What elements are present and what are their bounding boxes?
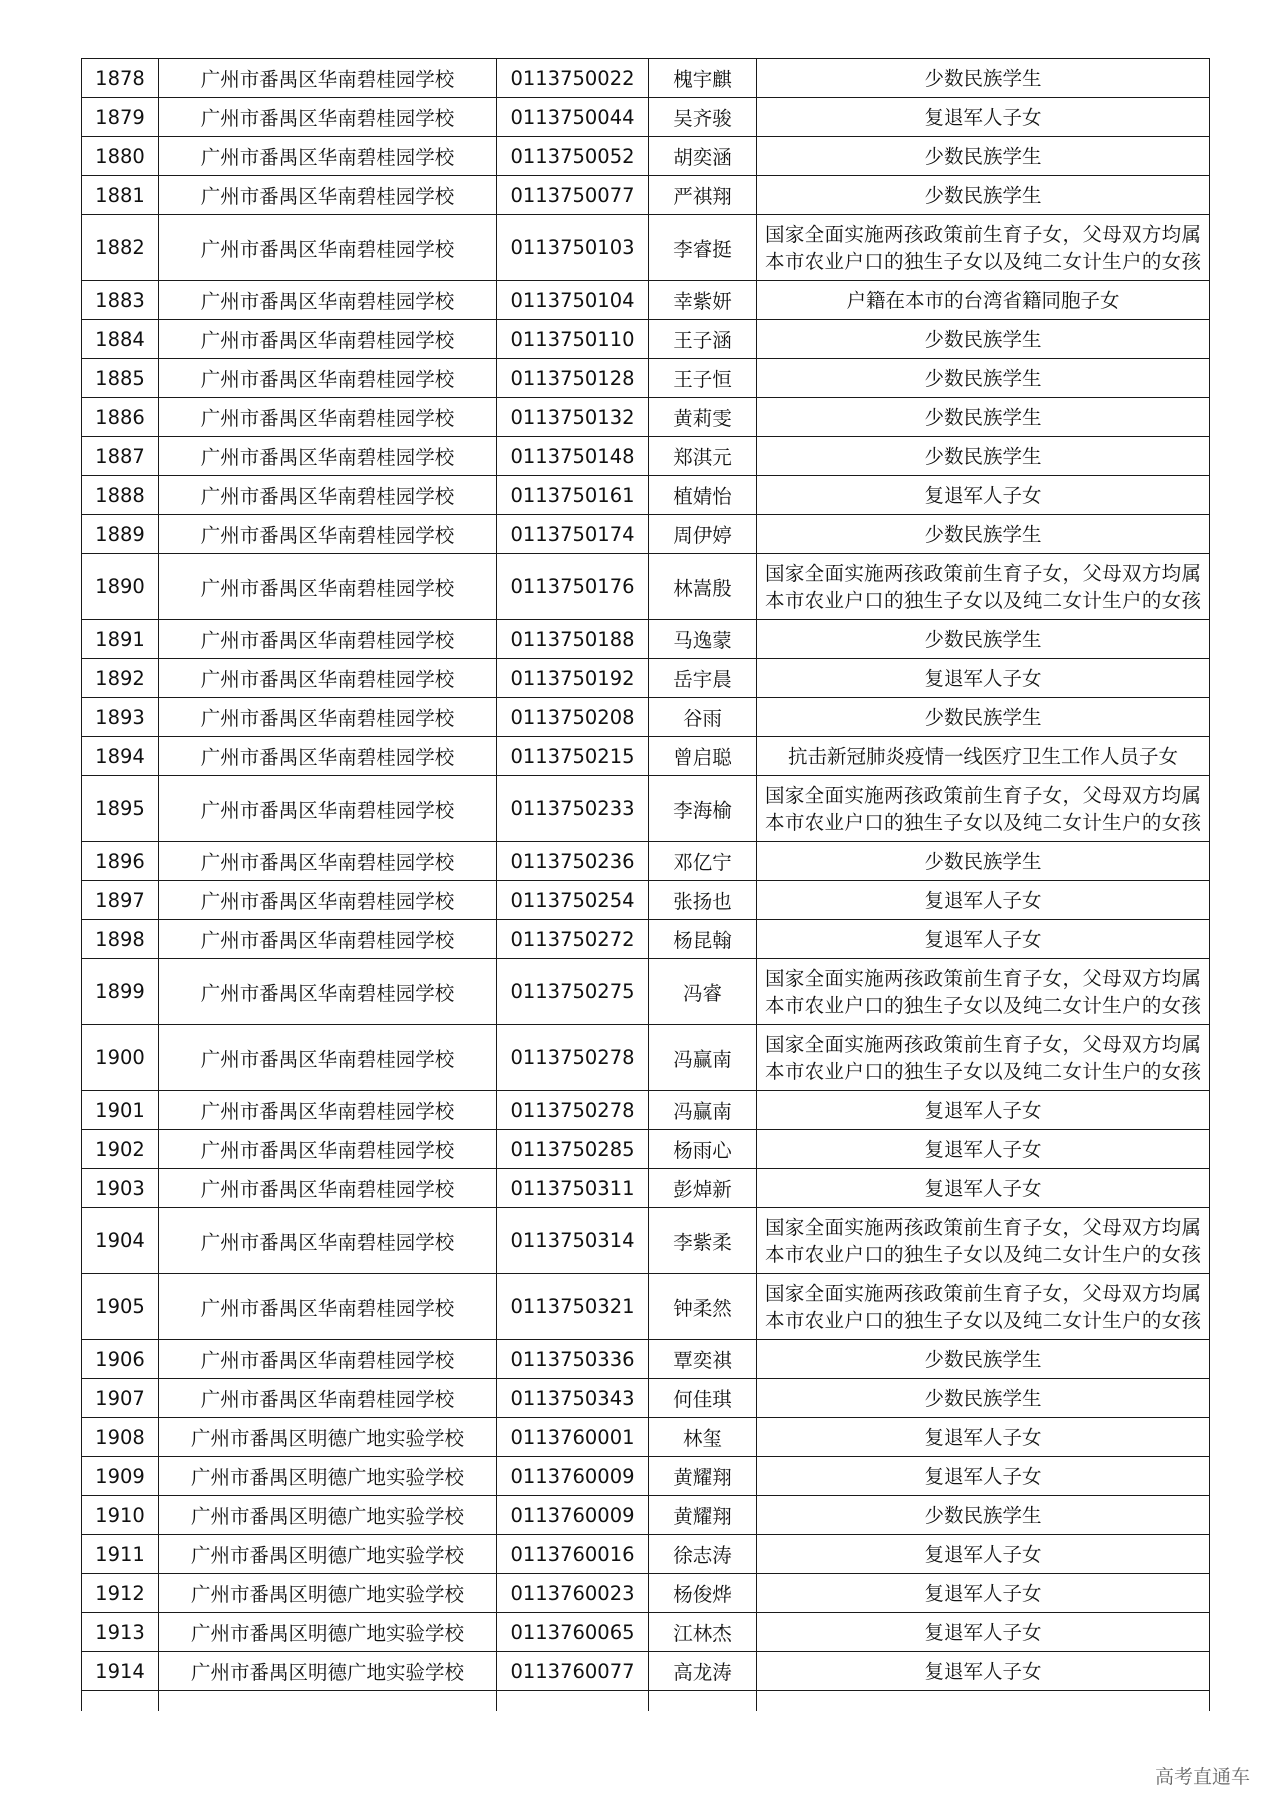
category-cell: 少数民族学生	[757, 515, 1210, 554]
student-id-cell: 0113750128	[497, 359, 649, 398]
student-name-cell: 江林杰	[649, 1613, 757, 1652]
table-row	[82, 1169, 1210, 1208]
table-row	[82, 176, 1210, 215]
table-row	[82, 1535, 1210, 1574]
table-row	[82, 1418, 1210, 1457]
student-name-cell: 彭焯新	[649, 1169, 757, 1208]
empty-cell	[497, 1691, 649, 1712]
student-name-cell: 高龙涛	[649, 1652, 757, 1691]
empty-cell	[649, 1691, 757, 1712]
row-number-cell: 1885	[82, 359, 159, 398]
school-cell: 广州市番禺区明德广地实验学校	[159, 1457, 497, 1496]
table-row	[82, 1274, 1210, 1340]
category-cell: 复退军人子女	[757, 1418, 1210, 1457]
school-cell: 广州市番禺区华南碧桂园学校	[159, 215, 497, 281]
table-row	[82, 1613, 1210, 1652]
student-name-cell: 钟柔然	[649, 1274, 757, 1340]
table-row	[82, 359, 1210, 398]
category-cell: 少数民族学生	[757, 1340, 1210, 1379]
student-name-cell: 黄莉雯	[649, 398, 757, 437]
empty-cell	[159, 1691, 497, 1712]
row-number-cell: 1902	[82, 1130, 159, 1169]
student-name-cell: 杨雨心	[649, 1130, 757, 1169]
student-name-cell: 周伊婷	[649, 515, 757, 554]
category-cell: 抗击新冠肺炎疫情一线医疗卫生工作人员子女	[757, 737, 1210, 776]
school-cell: 广州市番禺区华南碧桂园学校	[159, 176, 497, 215]
row-number-cell: 1890	[82, 554, 159, 620]
category-cell: 国家全面实施两孩政策前生育子女，父母双方均属本市农业户口的独生子女以及纯二女计生户的女孩	[757, 959, 1210, 1025]
school-cell: 广州市番禺区华南碧桂园学校	[159, 1169, 497, 1208]
row-number-cell: 1888	[82, 476, 159, 515]
student-id-cell: 0113760001	[497, 1418, 649, 1457]
table-row	[82, 1208, 1210, 1274]
admissions-table	[81, 58, 1210, 1711]
row-number-cell: 1884	[82, 320, 159, 359]
student-id-cell: 0113750188	[497, 620, 649, 659]
student-id-cell: 0113750103	[497, 215, 649, 281]
student-id-cell: 0113750132	[497, 398, 649, 437]
student-id-cell: 0113750110	[497, 320, 649, 359]
school-cell: 广州市番禺区华南碧桂园学校	[159, 320, 497, 359]
school-cell: 广州市番禺区华南碧桂园学校	[159, 1340, 497, 1379]
row-number-cell: 1879	[82, 98, 159, 137]
student-id-cell: 0113750215	[497, 737, 649, 776]
row-number-cell: 1895	[82, 776, 159, 842]
category-cell: 复退军人子女	[757, 1535, 1210, 1574]
category-cell: 少数民族学生	[757, 320, 1210, 359]
student-name-cell: 黄耀翔	[649, 1496, 757, 1535]
row-number-cell: 1904	[82, 1208, 159, 1274]
student-id-cell: 0113750052	[497, 137, 649, 176]
student-name-cell: 杨俊烨	[649, 1574, 757, 1613]
category-cell: 少数民族学生	[757, 1379, 1210, 1418]
school-cell: 广州市番禺区明德广地实验学校	[159, 1574, 497, 1613]
school-cell: 广州市番禺区华南碧桂园学校	[159, 554, 497, 620]
school-cell: 广州市番禺区华南碧桂园学校	[159, 398, 497, 437]
student-id-cell: 0113750336	[497, 1340, 649, 1379]
table-row	[82, 1025, 1210, 1091]
row-number-cell: 1903	[82, 1169, 159, 1208]
category-cell: 户籍在本市的台湾省籍同胞子女	[757, 281, 1210, 320]
table-row	[82, 959, 1210, 1025]
category-cell: 复退军人子女	[757, 1091, 1210, 1130]
school-cell: 广州市番禺区华南碧桂园学校	[159, 842, 497, 881]
row-number-cell: 1881	[82, 176, 159, 215]
row-number-cell: 1897	[82, 881, 159, 920]
school-cell: 广州市番禺区华南碧桂园学校	[159, 776, 497, 842]
school-cell: 广州市番禺区明德广地实验学校	[159, 1418, 497, 1457]
row-number-cell: 1914	[82, 1652, 159, 1691]
student-id-cell: 0113750278	[497, 1025, 649, 1091]
student-id-cell: 0113750285	[497, 1130, 649, 1169]
school-cell: 广州市番禺区华南碧桂园学校	[159, 737, 497, 776]
student-id-cell: 0113760009	[497, 1496, 649, 1535]
table-row	[82, 842, 1210, 881]
table-row	[82, 920, 1210, 959]
student-id-cell: 0113760065	[497, 1613, 649, 1652]
continuation-row	[82, 1691, 1210, 1712]
school-cell: 广州市番禺区华南碧桂园学校	[159, 1025, 497, 1091]
student-name-cell: 王子涵	[649, 320, 757, 359]
category-cell: 少数民族学生	[757, 437, 1210, 476]
category-cell: 国家全面实施两孩政策前生育子女，父母双方均属本市农业户口的独生子女以及纯二女计生户的女孩	[757, 1274, 1210, 1340]
student-name-cell: 王子恒	[649, 359, 757, 398]
category-cell: 复退军人子女	[757, 98, 1210, 137]
student-id-cell: 0113760077	[497, 1652, 649, 1691]
category-cell: 国家全面实施两孩政策前生育子女，父母双方均属本市农业户口的独生子女以及纯二女计生户的女孩	[757, 776, 1210, 842]
school-cell: 广州市番禺区华南碧桂园学校	[159, 59, 497, 98]
student-name-cell: 郑淇元	[649, 437, 757, 476]
category-cell: 少数民族学生	[757, 620, 1210, 659]
category-cell: 复退军人子女	[757, 1169, 1210, 1208]
student-id-cell: 0113750254	[497, 881, 649, 920]
school-cell: 广州市番禺区华南碧桂园学校	[159, 959, 497, 1025]
category-cell: 复退军人子女	[757, 881, 1210, 920]
school-cell: 广州市番禺区华南碧桂园学校	[159, 1091, 497, 1130]
table-row	[82, 215, 1210, 281]
student-id-cell: 0113750311	[497, 1169, 649, 1208]
school-cell: 广州市番禺区华南碧桂园学校	[159, 1208, 497, 1274]
student-name-cell: 冯赢南	[649, 1025, 757, 1091]
category-cell: 少数民族学生	[757, 698, 1210, 737]
student-id-cell: 0113750275	[497, 959, 649, 1025]
category-cell: 复退军人子女	[757, 1574, 1210, 1613]
table-body	[82, 59, 1210, 1712]
table-row	[82, 737, 1210, 776]
student-id-cell: 0113760016	[497, 1535, 649, 1574]
category-cell: 复退军人子女	[757, 1652, 1210, 1691]
school-cell: 广州市番禺区华南碧桂园学校	[159, 920, 497, 959]
category-cell: 国家全面实施两孩政策前生育子女，父母双方均属本市农业户口的独生子女以及纯二女计生户的女孩	[757, 1208, 1210, 1274]
table-row	[82, 137, 1210, 176]
student-name-cell: 黄耀翔	[649, 1457, 757, 1496]
row-number-cell: 1907	[82, 1379, 159, 1418]
student-id-cell: 0113750044	[497, 98, 649, 137]
school-cell: 广州市番禺区华南碧桂园学校	[159, 698, 497, 737]
student-id-cell: 0113750272	[497, 920, 649, 959]
table-row	[82, 776, 1210, 842]
student-name-cell: 邓亿宁	[649, 842, 757, 881]
student-name-cell: 何佳琪	[649, 1379, 757, 1418]
row-number-cell: 1883	[82, 281, 159, 320]
table-row	[82, 554, 1210, 620]
student-name-cell: 曾启聪	[649, 737, 757, 776]
student-name-cell: 植婧怡	[649, 476, 757, 515]
student-name-cell: 林玺	[649, 1418, 757, 1457]
row-number-cell: 1878	[82, 59, 159, 98]
school-cell: 广州市番禺区华南碧桂园学校	[159, 437, 497, 476]
table-row	[82, 1457, 1210, 1496]
row-number-cell: 1900	[82, 1025, 159, 1091]
category-cell: 少数民族学生	[757, 1496, 1210, 1535]
student-name-cell: 槐宇麒	[649, 59, 757, 98]
category-cell: 复退军人子女	[757, 1613, 1210, 1652]
student-id-cell: 0113750022	[497, 59, 649, 98]
student-name-cell: 徐志涛	[649, 1535, 757, 1574]
student-id-cell: 0113750148	[497, 437, 649, 476]
row-number-cell: 1894	[82, 737, 159, 776]
row-number-cell: 1889	[82, 515, 159, 554]
row-number-cell: 1905	[82, 1274, 159, 1340]
student-name-cell: 严祺翔	[649, 176, 757, 215]
table-row	[82, 437, 1210, 476]
student-id-cell: 0113750321	[497, 1274, 649, 1340]
category-cell: 国家全面实施两孩政策前生育子女，父母双方均属本市农业户口的独生子女以及纯二女计生户的女孩	[757, 1025, 1210, 1091]
student-name-cell: 林嵩殷	[649, 554, 757, 620]
school-cell: 广州市番禺区华南碧桂园学校	[159, 620, 497, 659]
category-cell: 复退军人子女	[757, 1130, 1210, 1169]
row-number-cell: 1887	[82, 437, 159, 476]
table-row	[82, 698, 1210, 737]
student-name-cell: 李海榆	[649, 776, 757, 842]
category-cell: 少数民族学生	[757, 176, 1210, 215]
category-cell: 复退军人子女	[757, 476, 1210, 515]
student-name-cell: 李紫柔	[649, 1208, 757, 1274]
table-row	[82, 1496, 1210, 1535]
category-cell: 少数民族学生	[757, 59, 1210, 98]
table-row	[82, 320, 1210, 359]
table-row	[82, 620, 1210, 659]
category-cell: 少数民族学生	[757, 842, 1210, 881]
student-name-cell: 杨昆翰	[649, 920, 757, 959]
row-number-cell: 1912	[82, 1574, 159, 1613]
row-number-cell: 1899	[82, 959, 159, 1025]
row-number-cell: 1892	[82, 659, 159, 698]
category-cell: 少数民族学生	[757, 398, 1210, 437]
school-cell: 广州市番禺区华南碧桂园学校	[159, 515, 497, 554]
category-cell: 少数民族学生	[757, 359, 1210, 398]
row-number-cell: 1891	[82, 620, 159, 659]
table-row	[82, 1130, 1210, 1169]
student-id-cell: 0113760023	[497, 1574, 649, 1613]
school-cell: 广州市番禺区华南碧桂园学校	[159, 659, 497, 698]
row-number-cell: 1901	[82, 1091, 159, 1130]
table-row	[82, 1574, 1210, 1613]
watermark: 高考直通车	[1154, 1766, 1250, 1788]
school-cell: 广州市番禺区华南碧桂园学校	[159, 359, 497, 398]
student-name-cell: 幸紫妍	[649, 281, 757, 320]
student-name-cell: 胡奕涵	[649, 137, 757, 176]
row-number-cell: 1909	[82, 1457, 159, 1496]
row-number-cell: 1886	[82, 398, 159, 437]
school-cell: 广州市番禺区明德广地实验学校	[159, 1613, 497, 1652]
row-number-cell: 1911	[82, 1535, 159, 1574]
table-row	[82, 98, 1210, 137]
student-id-cell: 0113750233	[497, 776, 649, 842]
table-row	[82, 476, 1210, 515]
student-id-cell: 0113750104	[497, 281, 649, 320]
table-row	[82, 1379, 1210, 1418]
school-cell: 广州市番禺区明德广地实验学校	[159, 1496, 497, 1535]
category-cell: 少数民族学生	[757, 137, 1210, 176]
row-number-cell: 1908	[82, 1418, 159, 1457]
school-cell: 广州市番禺区华南碧桂园学校	[159, 281, 497, 320]
table-row	[82, 398, 1210, 437]
student-id-cell: 0113750174	[497, 515, 649, 554]
school-cell: 广州市番禺区明德广地实验学校	[159, 1535, 497, 1574]
student-id-cell: 0113750278	[497, 1091, 649, 1130]
student-id-cell: 0113750208	[497, 698, 649, 737]
student-id-cell: 0113750314	[497, 1208, 649, 1274]
student-id-cell: 0113750176	[497, 554, 649, 620]
row-number-cell: 1913	[82, 1613, 159, 1652]
table-row	[82, 1091, 1210, 1130]
table-row	[82, 59, 1210, 98]
student-name-cell: 岳宇晨	[649, 659, 757, 698]
table-row	[82, 659, 1210, 698]
category-cell: 复退军人子女	[757, 1457, 1210, 1496]
student-name-cell: 覃奕祺	[649, 1340, 757, 1379]
row-number-cell: 1910	[82, 1496, 159, 1535]
empty-cell	[757, 1691, 1210, 1712]
school-cell: 广州市番禺区华南碧桂园学校	[159, 476, 497, 515]
student-name-cell: 冯赢南	[649, 1091, 757, 1130]
student-id-cell: 0113750343	[497, 1379, 649, 1418]
school-cell: 广州市番禺区明德广地实验学校	[159, 1652, 497, 1691]
school-cell: 广州市番禺区华南碧桂园学校	[159, 1274, 497, 1340]
student-id-cell: 0113750236	[497, 842, 649, 881]
table-row	[82, 881, 1210, 920]
student-id-cell: 0113750077	[497, 176, 649, 215]
student-id-cell: 0113750161	[497, 476, 649, 515]
row-number-cell: 1880	[82, 137, 159, 176]
category-cell: 复退军人子女	[757, 920, 1210, 959]
school-cell: 广州市番禺区华南碧桂园学校	[159, 98, 497, 137]
school-cell: 广州市番禺区华南碧桂园学校	[159, 137, 497, 176]
student-name-cell: 马逸蒙	[649, 620, 757, 659]
category-cell: 国家全面实施两孩政策前生育子女，父母双方均属本市农业户口的独生子女以及纯二女计生户的女孩	[757, 554, 1210, 620]
row-number-cell: 1906	[82, 1340, 159, 1379]
student-name-cell: 吴齐骏	[649, 98, 757, 137]
school-cell: 广州市番禺区华南碧桂园学校	[159, 881, 497, 920]
student-id-cell: 0113760009	[497, 1457, 649, 1496]
table-row	[82, 1340, 1210, 1379]
student-name-cell: 谷雨	[649, 698, 757, 737]
student-name-cell: 冯睿	[649, 959, 757, 1025]
table-row	[82, 1652, 1210, 1691]
school-cell: 广州市番禺区华南碧桂园学校	[159, 1379, 497, 1418]
table-row	[82, 515, 1210, 554]
school-cell: 广州市番禺区华南碧桂园学校	[159, 1130, 497, 1169]
student-name-cell: 张扬也	[649, 881, 757, 920]
student-id-cell: 0113750192	[497, 659, 649, 698]
row-number-cell: 1893	[82, 698, 159, 737]
category-cell: 复退军人子女	[757, 659, 1210, 698]
student-name-cell: 李睿挺	[649, 215, 757, 281]
table-row	[82, 281, 1210, 320]
row-number-cell: 1898	[82, 920, 159, 959]
row-number-cell: 1896	[82, 842, 159, 881]
row-number-cell: 1882	[82, 215, 159, 281]
empty-cell	[82, 1691, 159, 1712]
category-cell: 国家全面实施两孩政策前生育子女，父母双方均属本市农业户口的独生子女以及纯二女计生户的女孩	[757, 215, 1210, 281]
